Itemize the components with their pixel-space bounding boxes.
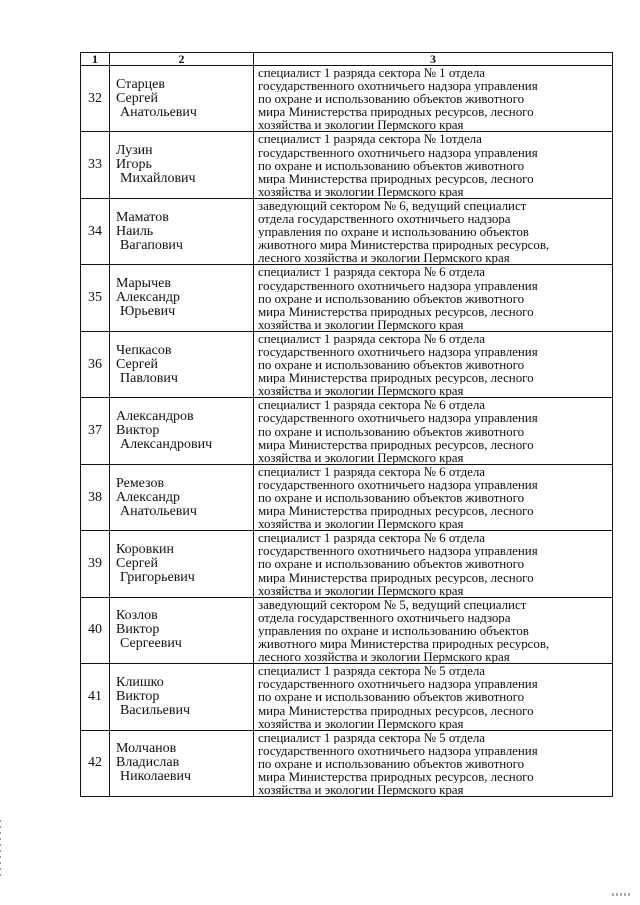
row-number: 35	[81, 265, 110, 331]
position-line: по охране и использованию объектов животного	[258, 557, 525, 571]
position-description	[254, 398, 613, 464]
row-number: 36	[81, 331, 110, 397]
row-number: 39	[81, 531, 110, 597]
person-name-part: Лузин	[116, 143, 153, 159]
position-description	[254, 132, 613, 198]
position-line: мира Министерства природных ресурсов, лесного	[258, 105, 534, 119]
position-line: хозяйства и экологии Пермского края	[258, 583, 464, 597]
position-line: мира Министерства природных ресурсов, лесного	[258, 437, 534, 451]
position-line: по охране и использованию объектов животного	[258, 424, 525, 438]
person-name-part: Игорь	[116, 157, 152, 173]
person-name-part: Анатольевич	[120, 104, 197, 120]
table-row	[81, 198, 613, 264]
position-line: хозяйства и экологии Пермского края	[258, 317, 464, 331]
position-line: животного мира Министерства природных ресурсов,	[258, 238, 550, 252]
person-name-part: Маматов	[116, 209, 169, 225]
table-row	[81, 331, 613, 397]
position-line: хозяйства и экологии Пермского края	[258, 184, 464, 198]
person-name-part: Владислав	[116, 755, 180, 771]
position-line: по охране и использованию объектов животного	[258, 690, 525, 704]
position-description	[254, 66, 613, 132]
person-name-part: Григорьевич	[120, 570, 195, 586]
position-description	[254, 597, 613, 663]
person-name-part: Козлов	[116, 608, 158, 624]
position-line: по охране и использованию объектов животного	[258, 358, 525, 372]
position-line: по охране и использованию объектов животного	[258, 491, 525, 505]
row-number: 38	[81, 464, 110, 530]
position-line: по охране и использованию объектов животного	[258, 92, 525, 106]
person-name	[110, 398, 254, 464]
position-line: мира Министерства природных ресурсов, лесного	[258, 371, 534, 385]
person-name-part: Васильевич	[120, 702, 190, 718]
position-line: государственного охотничьего надзора управления	[258, 677, 538, 691]
position-line: мира Министерства природных ресурсов, лесного	[258, 304, 534, 318]
person-name	[110, 597, 254, 663]
person-name-part: Наиль	[116, 223, 154, 239]
position-line: специалист 1 разряда сектора № 1отдела	[258, 132, 482, 146]
position-line: государственного охотничьего надзора управления	[258, 344, 538, 359]
position-description	[254, 331, 613, 397]
position-line: специалист 1 разряда сектора № 5 отдела	[258, 664, 486, 678]
position-line: отдела государственного охотничьего надзора	[258, 212, 511, 226]
position-description	[254, 664, 613, 730]
scan-edge-mark	[0, 820, 1, 880]
row-number: 33	[81, 132, 110, 198]
position-line: государственного охотничьего надзора управления	[258, 145, 538, 159]
person-name-part: Сергей	[116, 90, 158, 106]
position-description	[254, 531, 613, 597]
staff-table	[80, 52, 613, 797]
position-line: хозяйства и экологии Пермского края	[258, 384, 464, 398]
person-name-part: Чепкасов	[116, 342, 172, 358]
position-line: лесного хозяйства и экологии Пермского края	[258, 251, 510, 265]
header-col-1: 1	[81, 53, 110, 66]
person-name	[110, 66, 254, 132]
position-line: специалист 1 разряда сектора № 5 отдела	[258, 730, 486, 744]
table-row	[81, 664, 613, 730]
person-name-part: Сергеевич	[120, 636, 182, 652]
position-description	[254, 464, 613, 530]
position-line: мира Министерства природных ресурсов, лесного	[258, 171, 534, 185]
table-row	[81, 132, 613, 198]
position-line: специалист 1 разряда сектора № 6 отдела	[258, 265, 486, 279]
position-line: управления по охране и использованию объектов	[258, 623, 529, 638]
row-number: 40	[81, 597, 110, 663]
person-name-part: Александров	[116, 409, 194, 425]
position-line: по охране и использованию объектов животного	[258, 158, 525, 172]
position-line: заведующий сектором № 6, ведущий специалист	[258, 198, 527, 213]
row-number: 41	[81, 664, 110, 730]
person-name-part: Николаевич	[120, 769, 192, 785]
position-line: государственного охотничьего надзора управления	[258, 79, 538, 93]
person-name-part: Клишко	[116, 674, 164, 690]
position-line: хозяйства и экологии Пермского края	[258, 783, 464, 797]
person-name-part: Виктор	[116, 622, 160, 638]
position-line: мира Министерства природных ресурсов, лесного	[258, 703, 534, 717]
position-line: государственного охотничьего надзора управления	[258, 544, 538, 558]
table-row	[81, 597, 613, 663]
position-line: специалист 1 разряда сектора № 6 отдела	[258, 464, 486, 478]
position-line: управления по охране и использованию объектов	[258, 225, 529, 239]
table-row	[81, 265, 613, 331]
person-name	[110, 464, 254, 530]
position-line: по охране и использованию объектов животного	[258, 756, 525, 770]
person-name	[110, 265, 254, 331]
position-line: государственного охотничьего надзора управления	[258, 278, 538, 292]
table-row	[81, 464, 613, 530]
person-name	[110, 730, 254, 796]
row-number: 37	[81, 398, 110, 464]
person-name-part: Сергей	[116, 356, 158, 372]
table-row	[81, 66, 613, 132]
person-name-part: Старцев	[116, 76, 165, 92]
person-name	[110, 664, 254, 730]
position-line: заведующий сектором № 5, ведущий специалист	[258, 597, 527, 611]
row-number: 34	[81, 198, 110, 264]
position-line: мира Министерства природных ресурсов, лесного	[258, 504, 534, 518]
position-line: мира Министерства природных ресурсов, лесного	[258, 570, 534, 584]
position-description	[254, 265, 613, 331]
person-name	[110, 531, 254, 597]
person-name	[110, 132, 254, 198]
person-name	[110, 198, 254, 264]
person-name-part: Александрович	[120, 437, 213, 453]
table-row	[81, 730, 613, 796]
person-name-part: Виктор	[116, 423, 160, 439]
person-name-part: Михайлович	[120, 171, 196, 187]
position-line: хозяйства и экологии Пермского края	[258, 517, 464, 531]
person-name-part: Сергей	[116, 556, 158, 572]
header-row	[81, 53, 613, 66]
position-line: хозяйства и экологии Пермского края	[258, 450, 464, 464]
position-line: государственного охотничьего надзора управления	[258, 743, 538, 757]
person-name-part: Александр	[116, 290, 180, 306]
position-line: хозяйства и экологии Пермского края	[258, 118, 464, 132]
person-name-part: Вагапович	[120, 237, 183, 253]
header-col-2: 2	[110, 53, 254, 66]
position-line: специалист 1 разряда сектора № 6 отдела	[258, 331, 486, 345]
table-row	[81, 398, 613, 464]
scan-corner-mark	[612, 893, 632, 896]
position-line: государственного охотничьего надзора управления	[258, 477, 538, 491]
header-col-3: 3	[254, 53, 613, 66]
person-name-part: Анатольевич	[120, 503, 197, 519]
position-line: хозяйства и экологии Пермского края	[258, 716, 464, 730]
position-line: специалист 1 разряда сектора № 1 отдела	[258, 66, 486, 80]
person-name-part: Павлович	[120, 370, 178, 386]
person-name	[110, 331, 254, 397]
position-line: мира Министерства природных ресурсов, лесного	[258, 769, 534, 784]
person-name-part: Ремезов	[116, 475, 165, 491]
position-line: специалист 1 разряда сектора № 6 отдела	[258, 531, 486, 545]
position-description	[254, 730, 613, 796]
position-line: лесного хозяйства и экологии Пермского края	[258, 650, 510, 664]
person-name-part: Марычев	[116, 276, 171, 292]
position-line: специалист 1 разряда сектора № 6 отдела	[258, 398, 486, 412]
position-line: по охране и использованию объектов животного	[258, 291, 525, 305]
position-line: животного мира Министерства природных ресурсов,	[258, 637, 550, 651]
row-number: 42	[81, 730, 110, 796]
position-line: государственного охотничьего надзора управления	[258, 411, 538, 425]
person-name-part: Александр	[116, 489, 180, 505]
person-name-part: Молчанов	[116, 741, 177, 757]
position-line: отдела государственного охотничьего надзора	[258, 610, 511, 624]
table-row	[81, 531, 613, 597]
position-description	[254, 198, 613, 264]
person-name-part: Виктор	[116, 688, 160, 704]
person-name-part: Коровкин	[116, 542, 175, 558]
row-number: 32	[81, 66, 110, 132]
person-name-part: Юрьевич	[120, 304, 176, 320]
